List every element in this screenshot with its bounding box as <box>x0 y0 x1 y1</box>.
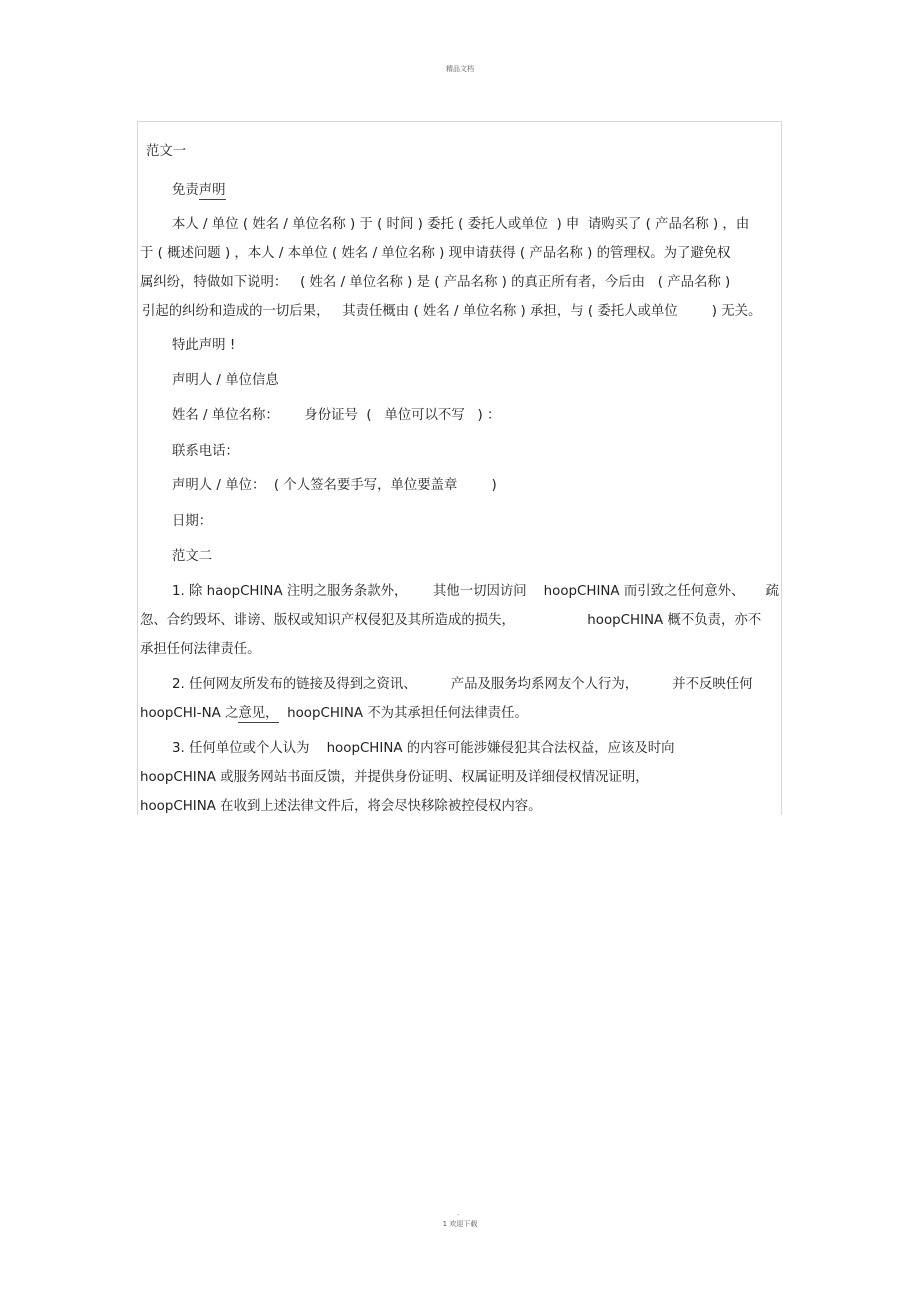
item2-line-2-end: hoopCHINA 不为其承担任何法律责任。 <box>278 706 528 721</box>
item3-line-3: hoopCHINA 在收到上述法律文件后，将会尽快移除被控侵权内容。 <box>140 799 542 814</box>
footer-dot: . <box>457 1209 460 1217</box>
declaration-line: 特此声明 ! <box>172 338 236 353</box>
heading-sample-two: 范文二 <box>172 549 213 564</box>
item2-line-1: 2. 任何网友所发布的链接及得到之资讯、 产品及服务均系网友个人行为， 并不反映任何 <box>172 677 753 692</box>
footer-page-note: 1 欢迎下载 <box>442 1220 478 1228</box>
item3-line-1: 3. 任何单位或个人认为 hoopCHINA 的内容可能涉嫌侵犯其合法权益，应该及时向 <box>172 741 675 756</box>
phone-label: 联系电话： <box>172 444 239 459</box>
heading-sample-one: 范文一 <box>146 144 187 159</box>
title-prefix: 免责 <box>172 183 199 198</box>
paragraph-line-1: 本人 / 单位 ( 姓名 / 单位名称 ) 于 ( 时间 ) 委托 ( 委托人或单位 ) 申 请购买了 ( 产品名称 ) ，由 <box>172 217 750 232</box>
item1-line-3: 承担任何法律责任。 <box>140 642 261 657</box>
paragraph-line-3: 属纠纷，特做如下说明： ( 姓名 / 单位名称 ) 是 ( 产品名称 ) 的真正所有者，今后由 ( 产品名称 ) <box>140 275 731 290</box>
signature-label: 声明人 / 单位： ( 个人签名要手写，单位要盖章 ) <box>172 478 497 493</box>
item1-line-1: 1. 除 haopCHINA 注明之服务条款外， 其他一切因访问 hoopCHINA 而引致之任何意外、 疏 <box>172 584 780 599</box>
item1-line-2: 忽、合约毁坏、诽谤、版权或知识产权侵犯及其所造成的损失， hoopCHINA 概不负责，亦不 <box>140 613 762 628</box>
title-underlined: 声明 <box>198 183 226 198</box>
paragraph-line-4: 引起的纠纷和造成的一切后果， 其责任概由 ( 姓名 / 单位名称 ) 承担，与 ( 委托人或单位 ) 无关。 <box>142 304 762 319</box>
info-title: 声明人 / 单位信息 <box>172 373 279 388</box>
item2-line-2 <box>140 705 528 723</box>
paragraph-line-2: 于 ( 概述问题 ) ，本人 / 本单位 ( 姓名 / 单位名称 ) 现申请获得 ( 产品名称 ) 的管理权。为了避免权 <box>140 246 731 261</box>
item2-line-2-underlined: 意见， <box>238 706 279 721</box>
date-label: 日期： <box>172 514 213 529</box>
name-id-label: 姓名 / 单位名称： 身份证号 ( 单位可以不写 ) ： <box>172 408 501 423</box>
item3-line-2: hoopCHINA 或服务网站书面反馈，并提供身份证明、权属证明及详细侵权情况证明， <box>140 770 649 785</box>
document-title <box>172 182 226 200</box>
header-note: 精品文档 <box>446 65 474 73</box>
item2-line-2-start: hoopCHI-NA 之 <box>140 706 239 721</box>
